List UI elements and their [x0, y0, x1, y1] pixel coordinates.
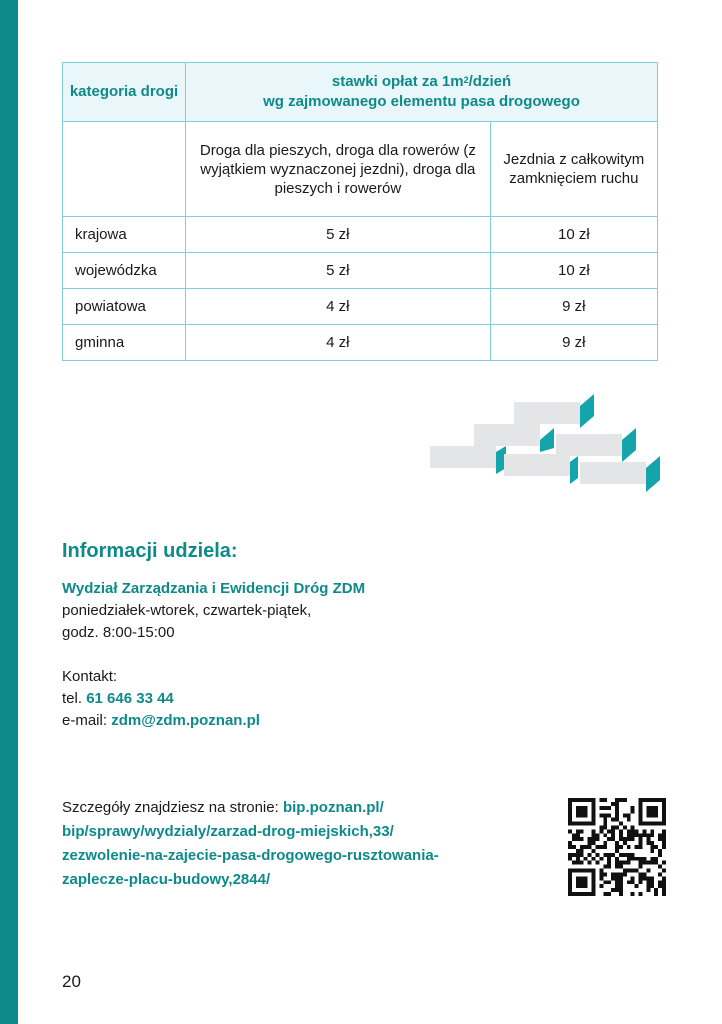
office-days: poniedziałek-wtorek, czwartek-piątek, [62, 602, 312, 619]
bricks-illustration [428, 392, 664, 496]
contact-label: Kontakt: [62, 668, 118, 685]
row-rate-2: 9 zł [490, 289, 657, 325]
row-category: gminna [63, 325, 186, 361]
contact-info [62, 578, 562, 732]
phone-line [62, 688, 562, 710]
table-row [63, 325, 658, 361]
row-rate-1: 4 zł [186, 289, 491, 325]
phone-label: tel. [62, 690, 83, 707]
header-rates [186, 63, 658, 122]
brick-bottom-mid [504, 454, 578, 484]
header-category: kategoria drogi [63, 63, 186, 122]
rates-table [62, 62, 658, 361]
row-rate-1: 5 zł [186, 217, 491, 253]
details-link-line1: bip.poznan.pl/ [282, 799, 384, 816]
details-link-line2: bip/sprawy/wydzialy/zarzad-drog-miejskich,33/ [62, 823, 394, 840]
department-name: Wydział Zarządzania i Ewidencji Dróg ZDM [62, 580, 366, 597]
email-address[interactable]: zdm@zdm.poznan.pl [111, 712, 260, 729]
sub-header-roadway: Jezdnia z całkowitym zamknięciem ruchu [490, 122, 657, 217]
header-rates-sup: 2 [463, 75, 469, 85]
side-accent-bar [0, 0, 18, 1024]
table-row [63, 253, 658, 289]
header-rates-unit: /dzień [468, 73, 512, 90]
row-category: krajowa [63, 217, 186, 253]
qr-code-icon [568, 798, 666, 896]
header-rates-line2: wg zajmowanego elementu pasa drogowego [263, 93, 580, 110]
row-rate-2: 10 zł [490, 217, 657, 253]
header-rates-line1: stawki opłat za 1m [331, 73, 464, 90]
row-category: wojewódzka [63, 253, 186, 289]
page-number: 20 [62, 972, 81, 991]
brick-bottom-left [430, 446, 506, 474]
sub-header-empty [63, 122, 186, 217]
row-rate-1: 5 zł [186, 253, 491, 289]
details-intro: Szczegóły znajdziesz na stronie: [62, 799, 279, 816]
brick-bottom-right [580, 456, 660, 492]
row-rate-2: 10 zł [490, 253, 657, 289]
info-heading: Informacji udziela: [62, 540, 238, 562]
email-line [62, 710, 562, 732]
row-rate-1: 4 zł [186, 325, 491, 361]
email-label: e-mail: [62, 712, 108, 729]
details-link-line3: zezwolenie-na-zajecie-pasa-drogowego-rusztowania- [62, 847, 439, 864]
phone-number[interactable]: 61 646 33 44 [86, 690, 174, 707]
sub-header-sidewalk: Droga dla pieszych, droga dla rowerów (z wyjątkiem wyznaczonej jezdni), droga dla pieszych i rowerów [186, 122, 491, 217]
row-category: powiatowa [63, 289, 186, 325]
details-link-line4: zaplecze-placu-budowy,2844/ [62, 871, 271, 888]
table-row [63, 289, 658, 325]
office-hours: godz. 8:00-15:00 [62, 624, 175, 641]
row-rate-2: 9 zł [490, 325, 657, 361]
table-row [63, 217, 658, 253]
details-section [62, 796, 542, 892]
brick-top [514, 394, 594, 428]
